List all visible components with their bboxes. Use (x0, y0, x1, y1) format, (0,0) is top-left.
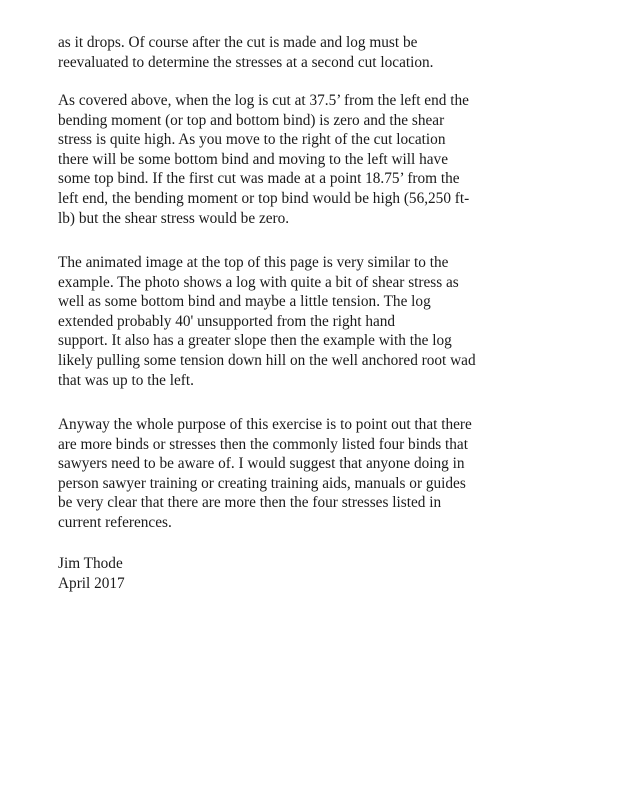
paragraph-line: Anyway the whole purpose of this exercise is to point out that there (58, 416, 472, 433)
paragraph-line: example. The photo shows a log with quite a bit of shear stress as (58, 273, 459, 291)
signature-date: April 2017 (58, 574, 125, 592)
paragraph-line: lb) but the shear stress would be zero. (58, 209, 290, 227)
paragraph-line: that was up to the left. (58, 371, 194, 389)
paragraph-line: left end, the bending moment or top bind would be high (56,250 ft- (58, 189, 470, 207)
signature-block (58, 554, 558, 593)
paragraph-bending-moment (58, 91, 558, 228)
paragraph-line: The animated image at the top of this page is very similar to the (58, 254, 449, 271)
signature-author: Jim Thode (58, 555, 123, 572)
paragraph-line: bending moment (or top and bottom bind) is zero and the shear (58, 111, 445, 129)
paragraph-line: well as some bottom bind and maybe a little tension. The log (58, 293, 431, 311)
paragraph-line: be very clear that there are more then the four stresses listed in (58, 494, 442, 512)
paragraph-cut-reevaluation (58, 33, 558, 72)
paragraph-line: extended probably 40' unsupported from the right hand (58, 312, 396, 330)
paragraph-line: As covered above, when the log is cut at 37.5’ from the left end the (58, 92, 469, 109)
paragraph-line: are more binds or stresses then the commonly listed four binds that (58, 435, 468, 453)
paragraph-line: likely pulling some tension down hill on the well anchored root wad (58, 351, 476, 369)
paragraph-line: as it drops. Of course after the cut is made and log must be (58, 34, 418, 51)
paragraph-line: sawyers need to be aware of. I would suggest that anyone doing in (58, 455, 465, 473)
paragraph-line: person sawyer training or creating training aids, manuals or guides (58, 474, 466, 492)
paragraph-line: there will be some bottom bind and moving to the left will have (58, 150, 448, 168)
paragraph-animated-image (58, 253, 558, 390)
paragraph-line: stress is quite high. As you move to the right of the cut location (58, 131, 446, 149)
paragraph-line: current references. (58, 513, 172, 531)
paragraph-line: reevaluated to determine the stresses at a second cut location. (58, 53, 434, 71)
paragraph-line: support. It also has a greater slope then the example with the log (58, 332, 452, 350)
paragraph-line: some top bind. If the first cut was made at a point 18.75’ from the (58, 170, 460, 188)
paragraph-conclusion (58, 415, 558, 533)
